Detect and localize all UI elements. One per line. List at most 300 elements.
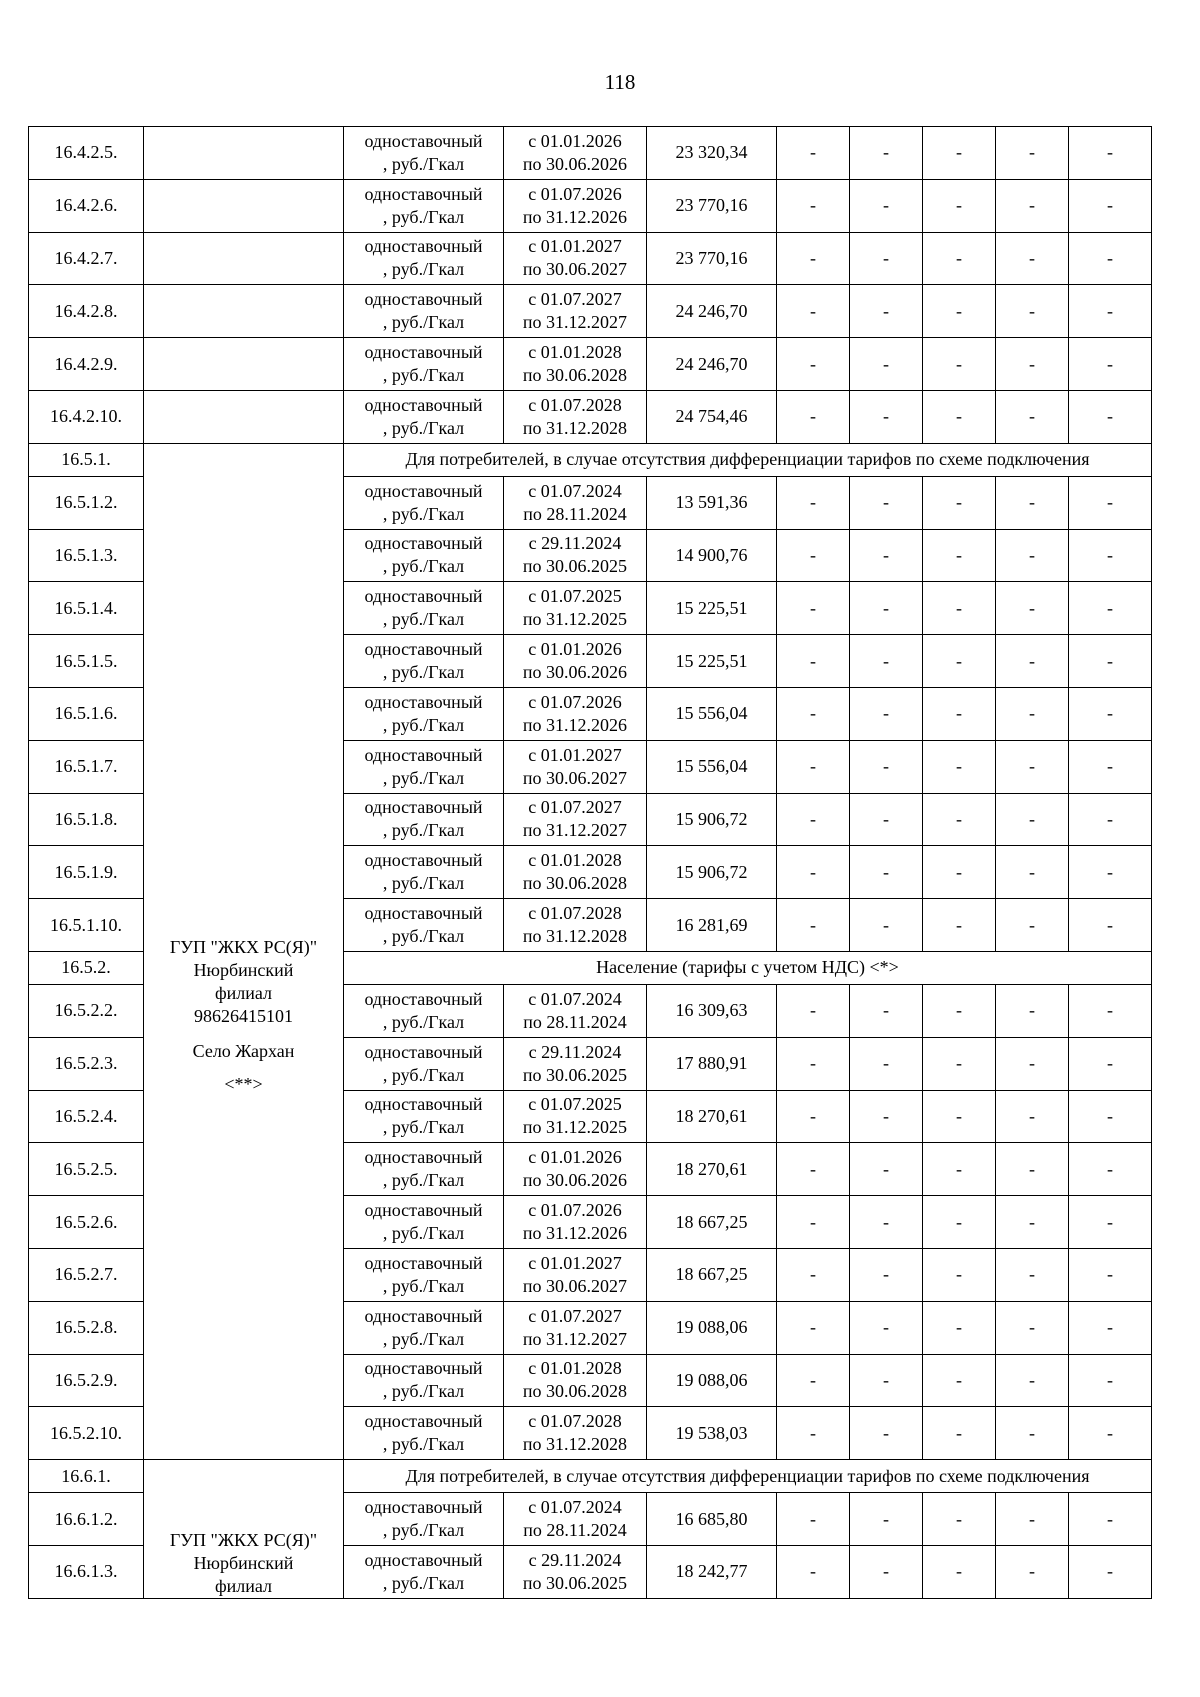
period-to: по 30.06.2027 bbox=[522, 259, 628, 280]
period-to: по 30.06.2027 bbox=[522, 1275, 628, 1296]
dash-cell: - bbox=[1069, 687, 1152, 740]
group-header-text: Для потребителей, в случае отсутствия дифференциации тарифов по схеме подключения bbox=[344, 443, 1152, 476]
tariff-value: 16 281,69 bbox=[647, 899, 777, 952]
page-number: 118 bbox=[604, 70, 636, 94]
period-from: с 01.07.2028 bbox=[528, 903, 622, 924]
dash-cell: - bbox=[923, 740, 996, 793]
rate-type-line2: , руб./Гкал bbox=[382, 714, 465, 735]
period-from: с 01.01.2027 bbox=[528, 744, 622, 765]
dash-cell: - bbox=[923, 1407, 996, 1460]
period-from: с 01.07.2028 bbox=[528, 394, 622, 415]
period-cell bbox=[504, 899, 647, 952]
dash-cell: - bbox=[1069, 1143, 1152, 1196]
tariff-value: 15 556,04 bbox=[647, 687, 777, 740]
dash-cell: - bbox=[923, 687, 996, 740]
tariff-value: 16 309,63 bbox=[647, 984, 777, 1037]
org-cell-continued bbox=[144, 285, 344, 338]
dash-cell: - bbox=[996, 1354, 1069, 1407]
period-from: с 01.01.2028 bbox=[528, 850, 622, 871]
rate-type-line2: , руб./Гкал bbox=[382, 1011, 465, 1032]
dash-cell: - bbox=[850, 582, 923, 635]
rate-type-line2: , руб./Гкал bbox=[382, 312, 465, 333]
dash-cell: - bbox=[850, 846, 923, 899]
period-from: с 01.07.2026 bbox=[528, 691, 622, 712]
tariff-value: 19 088,06 bbox=[647, 1301, 777, 1354]
dash-cell: - bbox=[777, 127, 850, 180]
period-cell bbox=[504, 1354, 647, 1407]
rate-type-cell bbox=[344, 232, 504, 285]
dash-cell: - bbox=[777, 899, 850, 952]
rate-type-line2: , руб./Гкал bbox=[382, 556, 465, 577]
dash-cell: - bbox=[850, 1301, 923, 1354]
period-cell bbox=[504, 285, 647, 338]
rate-type-cell bbox=[344, 846, 504, 899]
rate-type-cell bbox=[344, 1407, 504, 1460]
rate-type-cell bbox=[344, 1196, 504, 1249]
dash-cell: - bbox=[850, 232, 923, 285]
dash-cell: - bbox=[1069, 1301, 1152, 1354]
rate-type-cell bbox=[344, 793, 504, 846]
dash-cell: - bbox=[850, 793, 923, 846]
period-to: по 30.06.2026 bbox=[522, 153, 628, 174]
dash-cell: - bbox=[996, 984, 1069, 1037]
period-from: с 01.07.2027 bbox=[528, 289, 622, 310]
period-to: по 31.12.2028 bbox=[522, 1434, 628, 1455]
dash-cell: - bbox=[1069, 793, 1152, 846]
period-to: по 30.06.2025 bbox=[522, 1064, 628, 1085]
period-to: по 31.12.2026 bbox=[522, 206, 628, 227]
row-index: 16.5.1.2. bbox=[29, 476, 144, 529]
dash-cell: - bbox=[850, 390, 923, 443]
rate-type-cell bbox=[344, 127, 504, 180]
rate-type-cell bbox=[344, 984, 504, 1037]
dash-cell: - bbox=[777, 476, 850, 529]
dash-cell: - bbox=[1069, 846, 1152, 899]
dash-cell: - bbox=[923, 582, 996, 635]
period-cell bbox=[504, 476, 647, 529]
rate-type-line1: одноставочный bbox=[364, 480, 483, 501]
dash-cell: - bbox=[923, 476, 996, 529]
tariff-value: 24 754,46 bbox=[647, 390, 777, 443]
period-from: с 01.01.2026 bbox=[528, 1147, 622, 1168]
rate-type-line2: , руб./Гкал bbox=[382, 153, 465, 174]
dash-cell: - bbox=[923, 899, 996, 952]
rate-type-line2: , руб./Гкал bbox=[382, 1381, 465, 1402]
dash-cell: - bbox=[996, 127, 1069, 180]
dash-cell: - bbox=[923, 635, 996, 688]
dash-cell: - bbox=[1069, 1354, 1152, 1407]
row-index: 16.5.1. bbox=[29, 443, 144, 476]
rate-type-line2: , руб./Гкал bbox=[382, 1223, 465, 1244]
rate-type-line1: одноставочный bbox=[364, 586, 483, 607]
dash-cell: - bbox=[1069, 635, 1152, 688]
rate-type-line1: одноставочный bbox=[364, 1358, 483, 1379]
tariff-table-body bbox=[29, 127, 1152, 1599]
tariff-value: 18 270,61 bbox=[647, 1143, 777, 1196]
row-index: 16.5.2.5. bbox=[29, 1143, 144, 1196]
tariff-value: 15 906,72 bbox=[647, 846, 777, 899]
rate-type-line1: одноставочный bbox=[364, 744, 483, 765]
group-header-row bbox=[29, 443, 1152, 476]
dash-cell: - bbox=[850, 338, 923, 391]
row-index: 16.6.1.2. bbox=[29, 1493, 144, 1546]
dash-cell: - bbox=[996, 476, 1069, 529]
period-cell bbox=[504, 179, 647, 232]
dash-cell: - bbox=[850, 179, 923, 232]
dash-cell: - bbox=[923, 338, 996, 391]
dash-cell: - bbox=[777, 1248, 850, 1301]
dash-cell: - bbox=[996, 1090, 1069, 1143]
dash-cell: - bbox=[777, 846, 850, 899]
tariff-value: 15 556,04 bbox=[647, 740, 777, 793]
dash-cell: - bbox=[996, 687, 1069, 740]
rate-type-line1: одноставочный bbox=[364, 1252, 483, 1273]
org-settlement: Село Жархан bbox=[192, 1041, 295, 1062]
period-to: по 31.12.2027 bbox=[522, 312, 628, 333]
row-index: 16.5.1.6. bbox=[29, 687, 144, 740]
org-code: 98626415101 bbox=[194, 1006, 293, 1027]
dash-cell: - bbox=[996, 1493, 1069, 1546]
dash-cell: - bbox=[850, 984, 923, 1037]
dash-cell: - bbox=[1069, 285, 1152, 338]
period-to: по 28.11.2024 bbox=[523, 1520, 627, 1541]
rate-type-line2: , руб./Гкал bbox=[382, 873, 465, 894]
dash-cell: - bbox=[777, 1545, 850, 1598]
rate-type-line1: одноставочный bbox=[364, 1200, 483, 1221]
period-from: с 01.07.2024 bbox=[528, 480, 622, 501]
org-branch-line1: Нюрбинский bbox=[193, 960, 294, 981]
dash-cell: - bbox=[996, 390, 1069, 443]
dash-cell: - bbox=[850, 1196, 923, 1249]
rate-type-line1: одноставочный bbox=[364, 988, 483, 1009]
period-to: по 28.11.2024 bbox=[523, 1011, 627, 1032]
dash-cell: - bbox=[996, 793, 1069, 846]
rate-type-line1: одноставочный bbox=[364, 1305, 483, 1326]
org-name: ГУП "ЖКХ РС(Я)" bbox=[169, 937, 318, 958]
dash-cell: - bbox=[777, 582, 850, 635]
dash-cell: - bbox=[1069, 476, 1152, 529]
row-index: 16.5.1.4. bbox=[29, 582, 144, 635]
rate-type-cell bbox=[344, 1090, 504, 1143]
dash-cell: - bbox=[923, 984, 996, 1037]
rate-type-line1: одноставочный bbox=[364, 850, 483, 871]
period-to: по 31.12.2028 bbox=[522, 926, 628, 947]
rate-type-line1: одноставочный bbox=[364, 903, 483, 924]
dash-cell: - bbox=[850, 1037, 923, 1090]
org-branch-line2: филиал bbox=[214, 983, 273, 1004]
row-index: 16.5.2.3. bbox=[29, 1037, 144, 1090]
row-index: 16.4.2.9. bbox=[29, 338, 144, 391]
dash-cell: - bbox=[996, 1037, 1069, 1090]
period-cell bbox=[504, 1037, 647, 1090]
dash-cell: - bbox=[850, 1090, 923, 1143]
period-cell bbox=[504, 635, 647, 688]
dash-cell: - bbox=[777, 1301, 850, 1354]
tariff-value: 17 880,91 bbox=[647, 1037, 777, 1090]
rate-type-cell bbox=[344, 687, 504, 740]
tariff-value: 15 906,72 bbox=[647, 793, 777, 846]
period-to: по 30.06.2028 bbox=[522, 1381, 628, 1402]
dash-cell: - bbox=[777, 687, 850, 740]
rate-type-line2: , руб./Гкал bbox=[382, 1572, 465, 1593]
dash-cell: - bbox=[996, 529, 1069, 582]
period-cell bbox=[504, 127, 647, 180]
period-cell bbox=[504, 1248, 647, 1301]
period-to: по 30.06.2028 bbox=[522, 365, 628, 386]
dash-cell: - bbox=[777, 1143, 850, 1196]
period-to: по 30.06.2026 bbox=[522, 662, 628, 683]
period-cell bbox=[504, 687, 647, 740]
period-from: с 01.07.2027 bbox=[528, 1305, 622, 1326]
row-index: 16.5.2.9. bbox=[29, 1354, 144, 1407]
dash-cell: - bbox=[1069, 1037, 1152, 1090]
dash-cell: - bbox=[777, 1037, 850, 1090]
dash-cell: - bbox=[1069, 127, 1152, 180]
dash-cell: - bbox=[923, 1493, 996, 1546]
period-from: с 01.07.2028 bbox=[528, 1411, 622, 1432]
dash-cell: - bbox=[777, 1493, 850, 1546]
rate-type-cell bbox=[344, 1545, 504, 1598]
row-index: 16.5.1.5. bbox=[29, 635, 144, 688]
rate-type-line2: , руб./Гкал bbox=[382, 1064, 465, 1085]
dash-cell: - bbox=[923, 529, 996, 582]
dash-cell: - bbox=[777, 635, 850, 688]
tariff-value: 18 667,25 bbox=[647, 1248, 777, 1301]
row-index: 16.4.2.8. bbox=[29, 285, 144, 338]
rate-type-cell bbox=[344, 899, 504, 952]
table-row bbox=[29, 179, 1152, 232]
tariff-value: 19 088,06 bbox=[647, 1354, 777, 1407]
dash-cell: - bbox=[777, 390, 850, 443]
dash-cell: - bbox=[777, 740, 850, 793]
rate-type-cell bbox=[344, 476, 504, 529]
rate-type-cell bbox=[344, 1037, 504, 1090]
rate-type-cell bbox=[344, 179, 504, 232]
dash-cell: - bbox=[923, 1248, 996, 1301]
row-index: 16.6.1.3. bbox=[29, 1545, 144, 1598]
dash-cell: - bbox=[923, 127, 996, 180]
rate-type-line1: одноставочный bbox=[364, 1147, 483, 1168]
period-cell bbox=[504, 582, 647, 635]
dash-cell: - bbox=[923, 1090, 996, 1143]
period-cell bbox=[504, 793, 647, 846]
period-cell bbox=[504, 390, 647, 443]
rate-type-cell bbox=[344, 1354, 504, 1407]
rate-type-line1: одноставочный bbox=[364, 236, 483, 257]
rate-type-line2: , руб./Гкал bbox=[382, 926, 465, 947]
period-cell bbox=[504, 1196, 647, 1249]
row-index: 16.5.1.3. bbox=[29, 529, 144, 582]
rate-type-line2: , руб./Гкал bbox=[382, 1328, 465, 1349]
tariff-value: 23 770,16 bbox=[647, 232, 777, 285]
rate-type-line1: одноставочный bbox=[364, 533, 483, 554]
group-header-text: Для потребителей, в случае отсутствия дифференциации тарифов по схеме подключения bbox=[344, 1460, 1152, 1493]
org-branch-line2: филиал bbox=[214, 1575, 273, 1596]
dash-cell: - bbox=[777, 1090, 850, 1143]
dash-cell: - bbox=[777, 1354, 850, 1407]
period-from: с 01.01.2026 bbox=[528, 130, 622, 151]
rate-type-cell bbox=[344, 635, 504, 688]
dash-cell: - bbox=[996, 846, 1069, 899]
org-branch-line1: Нюрбинский bbox=[193, 1552, 294, 1573]
period-cell bbox=[504, 1301, 647, 1354]
dash-cell: - bbox=[996, 1196, 1069, 1249]
rate-type-line2: , руб./Гкал bbox=[382, 1275, 465, 1296]
rate-type-line1: одноставочный bbox=[364, 289, 483, 310]
tariff-table bbox=[28, 126, 1152, 1599]
org-cell-continued bbox=[144, 338, 344, 391]
table-row bbox=[29, 232, 1152, 285]
row-index: 16.4.2.7. bbox=[29, 232, 144, 285]
rate-type-line1: одноставочный bbox=[364, 1497, 483, 1518]
dash-cell: - bbox=[996, 1143, 1069, 1196]
period-from: с 01.01.2028 bbox=[528, 1358, 622, 1379]
dash-cell: - bbox=[777, 285, 850, 338]
tariff-value: 23 770,16 bbox=[647, 179, 777, 232]
dash-cell: - bbox=[996, 179, 1069, 232]
dash-cell: - bbox=[996, 899, 1069, 952]
period-cell bbox=[504, 232, 647, 285]
org-name: ГУП "ЖКХ РС(Я)" bbox=[169, 1529, 318, 1550]
dash-cell: - bbox=[850, 476, 923, 529]
dash-cell: - bbox=[1069, 582, 1152, 635]
rate-type-line2: , руб./Гкал bbox=[382, 1434, 465, 1455]
rate-type-cell bbox=[344, 740, 504, 793]
period-cell bbox=[504, 846, 647, 899]
org-block-2 bbox=[146, 1529, 341, 1598]
tariff-value: 15 225,51 bbox=[647, 635, 777, 688]
row-index: 16.5.2. bbox=[29, 951, 144, 984]
dash-cell: - bbox=[850, 635, 923, 688]
table-row bbox=[29, 390, 1152, 443]
period-from: с 01.07.2027 bbox=[528, 797, 622, 818]
period-cell bbox=[504, 338, 647, 391]
period-cell bbox=[504, 529, 647, 582]
dash-cell: - bbox=[1069, 984, 1152, 1037]
dash-cell: - bbox=[996, 635, 1069, 688]
rate-type-line2: , руб./Гкал bbox=[382, 365, 465, 386]
rate-type-line1: одноставочный bbox=[364, 1411, 483, 1432]
tariff-value: 24 246,70 bbox=[647, 338, 777, 391]
rate-type-line1: одноставочный bbox=[364, 1094, 483, 1115]
period-to: по 31.12.2026 bbox=[522, 714, 628, 735]
org-block-1 bbox=[146, 936, 341, 1096]
dash-cell: - bbox=[850, 1248, 923, 1301]
rate-type-line2: , руб./Гкал bbox=[382, 503, 465, 524]
dash-cell: - bbox=[777, 984, 850, 1037]
dash-cell: - bbox=[923, 793, 996, 846]
dash-cell: - bbox=[923, 1354, 996, 1407]
period-from: с 01.01.2026 bbox=[528, 639, 622, 660]
period-to: по 30.06.2028 bbox=[522, 873, 628, 894]
table-row bbox=[29, 338, 1152, 391]
dash-cell: - bbox=[1069, 1493, 1152, 1546]
dash-cell: - bbox=[777, 338, 850, 391]
rate-type-line1: одноставочный bbox=[364, 183, 483, 204]
tariff-value: 23 320,34 bbox=[647, 127, 777, 180]
tariff-value: 14 900,76 bbox=[647, 529, 777, 582]
period-to: по 30.06.2027 bbox=[522, 767, 628, 788]
period-to: по 31.12.2027 bbox=[522, 820, 628, 841]
period-cell bbox=[504, 1545, 647, 1598]
period-from: с 01.07.2024 bbox=[528, 988, 622, 1009]
period-cell bbox=[504, 1090, 647, 1143]
tariff-value: 19 538,03 bbox=[647, 1407, 777, 1460]
period-from: с 01.01.2027 bbox=[528, 236, 622, 257]
rate-type-line1: одноставочный bbox=[364, 691, 483, 712]
dash-cell: - bbox=[1069, 1407, 1152, 1460]
dash-cell: - bbox=[850, 529, 923, 582]
dash-cell: - bbox=[923, 179, 996, 232]
rate-type-line2: , руб./Гкал bbox=[382, 1117, 465, 1138]
group-header-row bbox=[29, 1460, 1152, 1493]
dash-cell: - bbox=[923, 1196, 996, 1249]
dash-cell: - bbox=[777, 232, 850, 285]
tariff-value: 13 591,36 bbox=[647, 476, 777, 529]
row-index: 16.5.2.6. bbox=[29, 1196, 144, 1249]
rate-type-line1: одноставочный bbox=[364, 1041, 483, 1062]
dash-cell: - bbox=[850, 1493, 923, 1546]
period-to: по 30.06.2025 bbox=[522, 556, 628, 577]
rate-type-line2: , руб./Гкал bbox=[382, 1170, 465, 1191]
period-to: по 31.12.2027 bbox=[522, 1328, 628, 1349]
period-cell bbox=[504, 740, 647, 793]
rate-type-line2: , руб./Гкал bbox=[382, 1520, 465, 1541]
dash-cell: - bbox=[996, 338, 1069, 391]
row-index: 16.4.2.5. bbox=[29, 127, 144, 180]
period-from: с 01.07.2026 bbox=[528, 183, 622, 204]
period-cell bbox=[504, 984, 647, 1037]
dash-cell: - bbox=[850, 740, 923, 793]
dash-cell: - bbox=[777, 179, 850, 232]
period-from: с 01.07.2025 bbox=[528, 1094, 622, 1115]
dash-cell: - bbox=[1069, 529, 1152, 582]
rate-type-cell bbox=[344, 1301, 504, 1354]
rate-type-line2: , руб./Гкал bbox=[382, 259, 465, 280]
period-cell bbox=[504, 1143, 647, 1196]
dash-cell: - bbox=[850, 1407, 923, 1460]
dash-cell: - bbox=[923, 1037, 996, 1090]
dash-cell: - bbox=[850, 285, 923, 338]
rate-type-cell bbox=[344, 285, 504, 338]
dash-cell: - bbox=[850, 127, 923, 180]
rate-type-cell bbox=[344, 529, 504, 582]
rate-type-line2: , руб./Гкал bbox=[382, 767, 465, 788]
period-from: с 01.07.2024 bbox=[528, 1497, 622, 1518]
dash-cell: - bbox=[923, 285, 996, 338]
row-index: 16.5.2.2. bbox=[29, 984, 144, 1037]
period-from: с 29.11.2024 bbox=[528, 1549, 622, 1570]
row-index: 16.5.2.4. bbox=[29, 1090, 144, 1143]
period-to: по 31.12.2025 bbox=[522, 609, 628, 630]
dash-cell: - bbox=[923, 846, 996, 899]
dash-cell: - bbox=[850, 1354, 923, 1407]
period-to: по 31.12.2025 bbox=[522, 1117, 628, 1138]
tariff-value: 16 685,80 bbox=[647, 1493, 777, 1546]
period-to: по 30.06.2025 bbox=[522, 1572, 628, 1593]
period-to: по 30.06.2026 bbox=[522, 1170, 628, 1191]
dash-cell: - bbox=[996, 1545, 1069, 1598]
dash-cell: - bbox=[1069, 1090, 1152, 1143]
dash-cell: - bbox=[996, 232, 1069, 285]
rate-type-line2: , руб./Гкал bbox=[382, 662, 465, 683]
period-to: по 31.12.2028 bbox=[522, 417, 628, 438]
row-index: 16.5.2.10. bbox=[29, 1407, 144, 1460]
rate-type-line2: , руб./Гкал bbox=[382, 820, 465, 841]
dash-cell: - bbox=[996, 1301, 1069, 1354]
dash-cell: - bbox=[996, 1248, 1069, 1301]
dash-cell: - bbox=[923, 1301, 996, 1354]
